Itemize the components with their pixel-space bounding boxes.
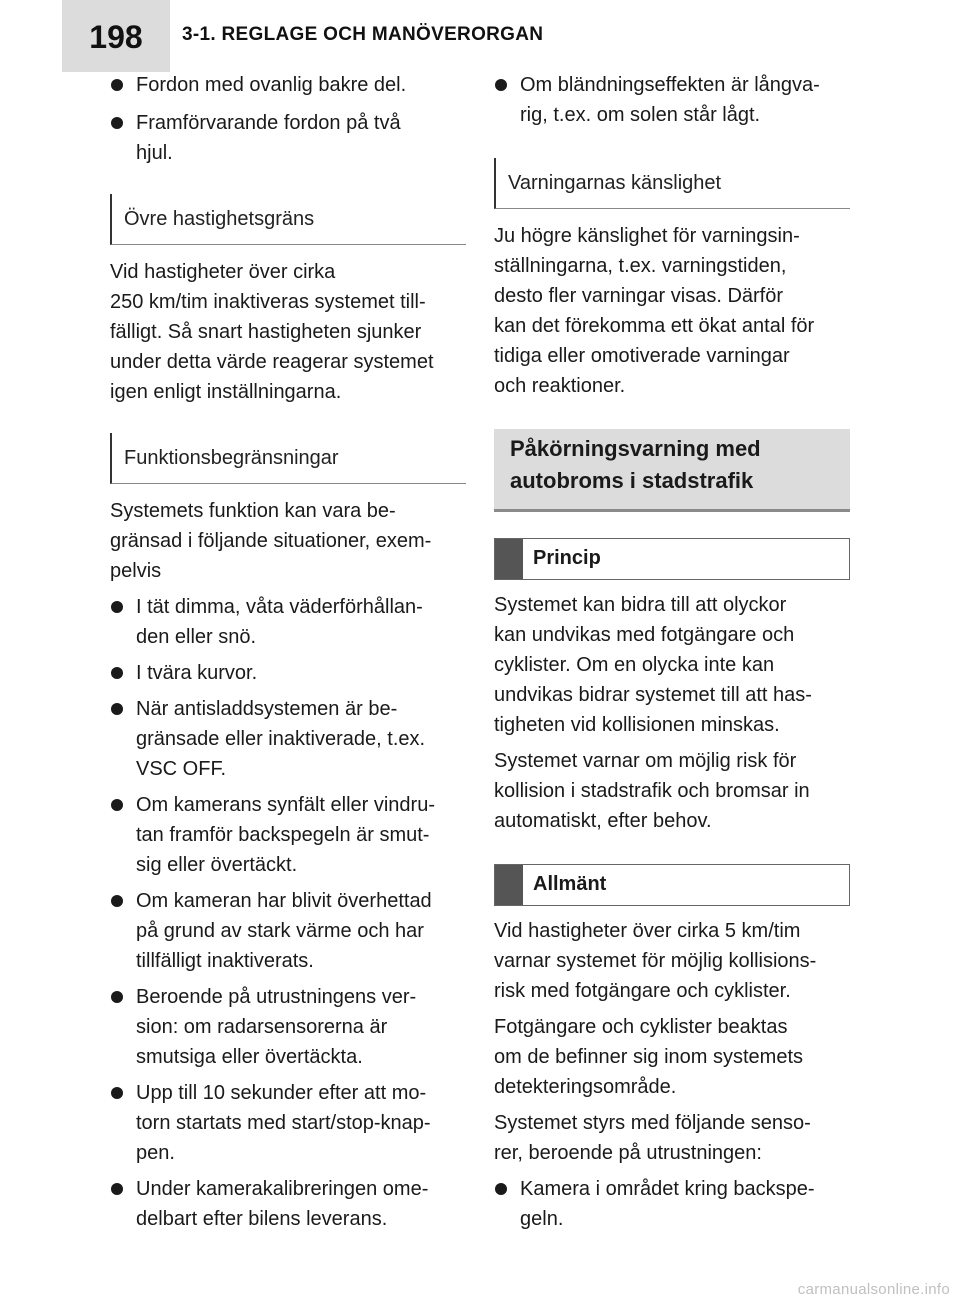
allmant-paragraph-3: Systemet styrs med följande senso- rer, beroende på utrustningen: [494,1112,811,1164]
page-number: 198 [89,18,143,55]
list-item: Kamera i området kring backspe- geln. [494,1174,850,1234]
subheading-allmant [494,864,850,906]
list-item: I tät dimma, våta väderförhållan- den eller snö. [110,592,466,652]
subheading-function-limits: Funktionsbegränsningar [110,433,466,484]
subheading-princip [494,538,850,580]
speed-limit-text: Vid hastigheter över cirka 250 km/tim inaktiveras systemet till- fälligt. Så snart hastigheten sjunker under detta värde reagerar systemet igen enligt inställningarna. [110,261,434,403]
list-item: Om kamerans synfält eller vindru- tan framför backspegeln är smut- sig eller övertäckt. [110,790,466,880]
princip-paragraph-1: Systemet kan bidra till att olyckor kan undvikas med fotgängare och cyklister. Om en olycka inte kan undvikas bidrar systemet till att has- tigheten vid kollisionen minskas. [494,594,812,736]
list-item: När antisladdsystemen är be- gränsade eller inaktiverade, t.ex. VSC OFF. [110,694,466,784]
heading-tab-marker [495,865,523,905]
main-heading: Påkörningsvarning med autobroms i stadstrafik [494,429,850,512]
list-item: I tvära kurvor. [110,658,466,688]
heading-tab-marker [495,539,523,579]
list-item: Beroende på utrustningens ver- sion: om radarsensorerna är smutsiga eller övertäckta. [110,982,466,1072]
allmant-paragraph-2: Fotgängare och cyklister beaktas om de befinner sig inom systemets detekteringsområde. [494,1016,804,1098]
function-limits-text: Systemets funktion kan vara be- gränsad i följande situationer, exem- pelvis [110,500,432,582]
page-number-tab [62,0,170,72]
list-item: Upp till 10 sekunder efter att mo- torn startats med start/stop-knap- pen. [110,1078,466,1168]
left-column [110,70,466,1234]
list-item: Framförvarande fordon på två hjul. [110,108,466,168]
sensitivity-text: Ju högre känslighet för varningsin- ställningarna, t.ex. varningstiden, desto fler varningar visas. Därför kan det förekomma ett ökat antal för tidiga eller omotiverade varningar och reaktioner. [494,225,815,397]
list-item: Under kamerakalibreringen ome- delbart efter bilens leverans. [110,1174,466,1234]
subheading-speed-limit: Övre hastighetsgräns [110,194,466,245]
list-item: Fordon med ovanlig bakre del. [110,70,466,100]
list-item: Om kameran har blivit överhettad på grund av stark värme och har tillfälligt inaktiverats. [110,886,466,976]
list-item: Om bländningseffekten är långva- rig, t.ex. om solen står lågt. [494,70,850,130]
section-title: 3-1. REGLAGE OCH MANÖVERORGAN [182,24,544,45]
princip-label: Princip [533,547,601,569]
princip-paragraph-2: Systemet varnar om möjlig risk för kollision i stadstrafik och bromsar in automatiskt, efter behov. [494,750,810,832]
page-header [0,0,960,74]
allmant-paragraph-1: Vid hastigheter över cirka 5 km/tim varnar systemet för möjlig kollisions- risk med fotgängare och cyklister. [494,920,817,1002]
subheading-warning-sensitivity: Varningarnas känslighet [494,158,850,209]
right-column [494,70,850,1234]
allmant-label: Allmänt [533,873,607,895]
watermark: carmanualsonline.info [797,1281,950,1298]
